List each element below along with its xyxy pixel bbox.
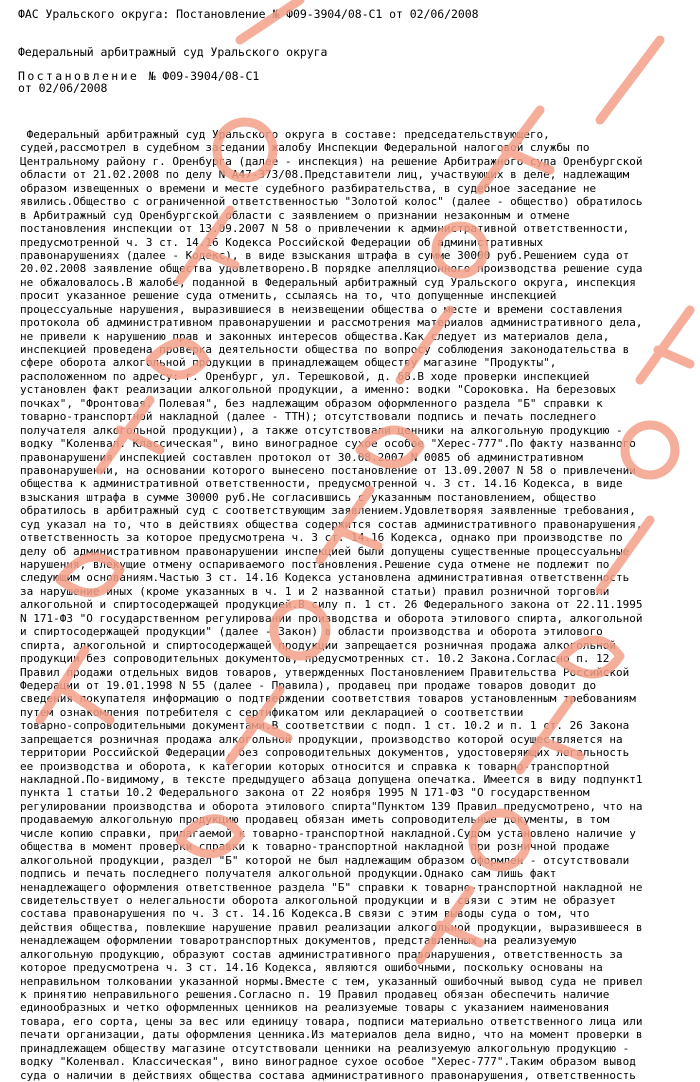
body-line: 20.02.2008 заявление общества удовлетворено.В порядке апелляционного производства решение суда: [20, 262, 643, 276]
body-line: алкогольную продукцию, образуют состав административного правонарушения, ответственность за: [20, 947, 623, 961]
body-line: не привели к нарушению прав и законных интересов общества.Как следует из материалов дела,: [20, 329, 610, 343]
body-line: Центральному району г. Оренбурга (далее - инспекция) на решение Арбитражного суда Оренбургской: [20, 154, 643, 168]
body-line: печати организации, даты оформления ценника.Из материалов дела видно, что на момент проверки в: [20, 1028, 643, 1042]
body-line: обратилось в арбитражный суд с соответствующим заявлением.Удовлетворяя заявленные требования,: [20, 504, 636, 518]
body-line: алкогольной и спиртосодержащей продукцией.В силу п. 1 ст. 26 Федерального закона от 22.11.1995: [20, 598, 643, 612]
body-line: ненадлежащего оформления ответственное раздела "Б" справки к товарно-транспортной накладной не: [20, 880, 643, 894]
body-line: N 171-ФЗ "О государственном регулировании производства и оборота этилового спирта, алкогольной: [20, 611, 643, 625]
heading-word: Постановление: [18, 69, 140, 83]
body-line: принадлежащем обществу магазине отсутствовали ценники на реализуемую алкогольную продукцию -: [20, 1041, 630, 1055]
body-line: явились.Общество с ограниченной ответственностью "Золотой колос" (далее - общество) обратилось: [20, 195, 643, 209]
body-line: следующим основаниям.Частью 3 ст. 14.16 Кодекса установлена административная ответственность: [20, 571, 630, 585]
body-line: ненадлежащем оформлении товаротранспортных документов, представленных на реализуемую: [20, 934, 577, 948]
body-line: предусмотренной ч. 3 ст. 14.16 Кодекса Российской Федерации об административных: [20, 235, 544, 249]
body-line: свидетельствует о нелегальности оборота алкогольной продукции и в связи с этим не образует: [20, 893, 617, 907]
body-line: взыскания штрафа в сумме 30000 руб.Не согласившись с указанным постановлением, общество: [20, 490, 597, 504]
body-line: спирта, алкогольной и спиртосодержащей продукции запрещается розничная продажа алкогольной: [20, 638, 617, 652]
body-line: ее производства и оборота, к категории которых относится и справка к товарно-транспортной: [20, 759, 610, 773]
body-line: общества в момент проверки справки к товарно-транспортной накладной при розничной продаже: [20, 840, 610, 854]
body-line: сведения покупателя информацию о подтверждении соответствия товаров установленным требованиям: [20, 692, 636, 706]
body-line: нарушения, влекущие отмену оспариваемого постановления.Решение суда отмене не подлежит по: [20, 558, 610, 571]
body-line: правонарушения инспекцией составлен протокол от 30.08.2007 N 0085 об административном: [20, 450, 583, 464]
body-line: просит указанное решение суда отменить, ссылаясь на то, что допущенные инспекцией: [20, 289, 557, 303]
body-line: делу об административном правонарушении инспекцией были допущены существенные процессуальные: [20, 544, 630, 558]
body-line: общества к административной ответственности, предусмотренной ч. 3 ст. 14.16 Кодекса, в виде: [20, 477, 623, 491]
body-line: образом извещенных о времени и месте судебного разбирательства, в судебное заседание не: [20, 181, 597, 195]
page-title: ФАС Уральского округа: Постановление № Ф09-3904/08-С1 от 02/06/2008: [18, 7, 479, 21]
body-line: установлен факт реализации алкогольной продукции, а именно: водки "Сороковка. На березовых: [20, 383, 617, 397]
body-line: водку "Коленвал. Классическая", вино виноградное сухое особое "Херес-777".По факту названного: [20, 437, 636, 451]
body-line: неправильном толковании указанной нормы.Вместе с тем, указанный ошибочный вывод суда не привел: [20, 974, 643, 988]
body-line: запрещается розничная продажа алкогольной продукции, производство которой осуществляется на: [20, 732, 623, 746]
body-line: территории Российской Федерации, без сопроводительных документов, удостоверяющих легальность: [20, 746, 630, 760]
body-line: процессуальные нарушения, выразившиеся в неизвещении общества о месте и времени составления: [20, 302, 623, 316]
body-line: продукции без сопроводительных документов, предусмотренных ст. 10.2 Закона.Согласно п. 12: [20, 652, 610, 666]
body-line: единообразных и четко оформленных ценников на реализуемые товары с указанием наименования: [20, 1001, 610, 1015]
body-line: продаваемую алкогольную продукцию продавец обязан иметь сопроводительные документы, в том: [20, 813, 610, 827]
body-line: состава правонарушения по ч. 3 ст. 14.16 Кодекса.В связи с этим выводы суда о том, что: [20, 907, 590, 921]
body-line: регулировании производства и оборота этилового спирта"Пунктом 139 Правил предусмотрено, что на: [20, 799, 643, 813]
body-line: алкогольной продукции, раздел "Б" которой не был надлежащим образом оформлен - отсутствовали: [20, 853, 630, 867]
body-line: товарно-сопроводительными документами.В соответствии с подп. 1 ст. 10.2 и п. 1 ст. 26 Закона: [20, 719, 630, 733]
body-line: которое предусмотрена ч. 3 ст. 14.16 Кодекса, являются ошибочными, поскольку основаны на: [20, 961, 603, 975]
body-line: почках", "Фронтовая. Полевая", без надлежащим образом оформленного раздела "Б" справки к: [20, 396, 603, 410]
body-line: в Арбитражный суд Оренбургской области с заявлением о признании незаконным и отмене: [20, 208, 570, 222]
body-line: правонарушении, на основании которого вынесено постановление от 13.09.2007 N 58 о привлечении: [20, 463, 636, 477]
body-line: Федеральный арбитражный суд Уральского округа в составе: председательствующего,: [20, 128, 550, 141]
body-line: области от 21.02.2008 по делу N А47-373/08.Представители лиц, участвующих в деле, надлежащим: [20, 168, 630, 182]
body-line: ответственность за которое предусмотрена ч. 3 ст. 14.16 Кодекса, однако при производстве по: [20, 531, 623, 545]
body-line: Федерации от 19.01.1998 N 55 (далее - Правила), продавец при продаже товаров доводит до: [20, 678, 597, 692]
body-line: товара, его сорта, цены за вес или единицу товара, подписи материально ответственного лица или: [20, 1014, 643, 1028]
body-line: за нарушение иных (кроме указанных в ч. 1 и 2 названной статьи) правил розничной торговли: [20, 584, 610, 598]
body-line: не обжаловалось.В жалобе, поданной в Федеральный арбитражный суд Уральского округа, инспекция: [20, 275, 636, 289]
body-line: водку "Коленвал. Классическая", вино виноградное сухое особое "Херес-777".Таким образом вывод: [20, 1055, 636, 1069]
body-line: пункта 1 статьи 10.2 Федерального закона от 22 ноября 1995 N 171-ФЗ "О государственном: [20, 786, 590, 800]
body-line: товарно-транспортной накладной (далее - ТТН); отсутствовали подпись и печать последнего: [20, 410, 597, 424]
body-line: числе копию справки, прилагаемой к товарно-транспортной накладной.Судом установлено наличие у: [20, 826, 636, 840]
body-line: суда о наличии в действиях общества состава административного правонарушения, ответственность: [20, 1068, 636, 1082]
body-line: постановления инспекции от 13.09.2007 N 58 о привлечении к административной ответственности,: [20, 222, 630, 236]
body-line: подпись и печать последнего получателя алкогольной продукции.Однако сам лишь факт: [20, 867, 557, 881]
body-line: к принятию неправильного решения.Согласно п. 19 Правил продавец обязан обеспечить наличие: [20, 988, 610, 1001]
body-line: расположенном по адресу: г. Оренбург, ул. Терешковой, д. 68.В ходе проверки инспекцией: [20, 369, 590, 383]
body-line: сфере оборота алкогольной продукции в принадлежащем обществу магазине "Продукты",: [20, 356, 557, 370]
heading-number: № Ф09-3904/08-С1: [148, 69, 260, 83]
body-line: получателя алкогольной продукции), а также отсутствовали ценники на алкогольную продукцию -: [20, 423, 623, 437]
body-line: инспекцией проведена проверка деятельности общества по вопросу соблюдения законодательства в: [20, 343, 630, 356]
body-line: и спиртосодержащей продукции" (далее - Закон) в области производства и оборота этилового: [20, 625, 603, 639]
body-line: суд указал на то, что в действиях общества содержится состав административного правонарушения,: [20, 517, 643, 531]
body-line: правонарушениях (далее - Кодекс), в виде взыскания штрафа в сумме 30000 руб.Решением суда от: [20, 248, 630, 262]
body-line: путем ознакомления потребителя с сертификатом или декларацией о соответствии: [20, 705, 524, 719]
heading-date: от 02/06/2008: [18, 81, 108, 95]
body-line: протокола об административном правонарушении и рассмотрения материалов административного дела,: [20, 316, 643, 330]
body-line: судей,рассмотрел в судебном заседании жалобу Инспекции Федеральной налоговой службы по: [20, 141, 590, 155]
document-body: [20, 128, 700, 1082]
body-line: Правил продажи отдельных видов товаров, утвержденных Постановлением Правительства Российской: [20, 665, 630, 679]
body-line: накладной.По-видимому, в тексте предыдущего абзаца допущена опечатка. Имеется в виду подпункт1: [20, 773, 643, 786]
body-line: действия общества, повлекшие нарушение правил реализации алкогольной продукции, выразившееся в: [20, 920, 643, 934]
court-name: Федеральный арбитражный суд Уральского округа: [18, 45, 328, 59]
